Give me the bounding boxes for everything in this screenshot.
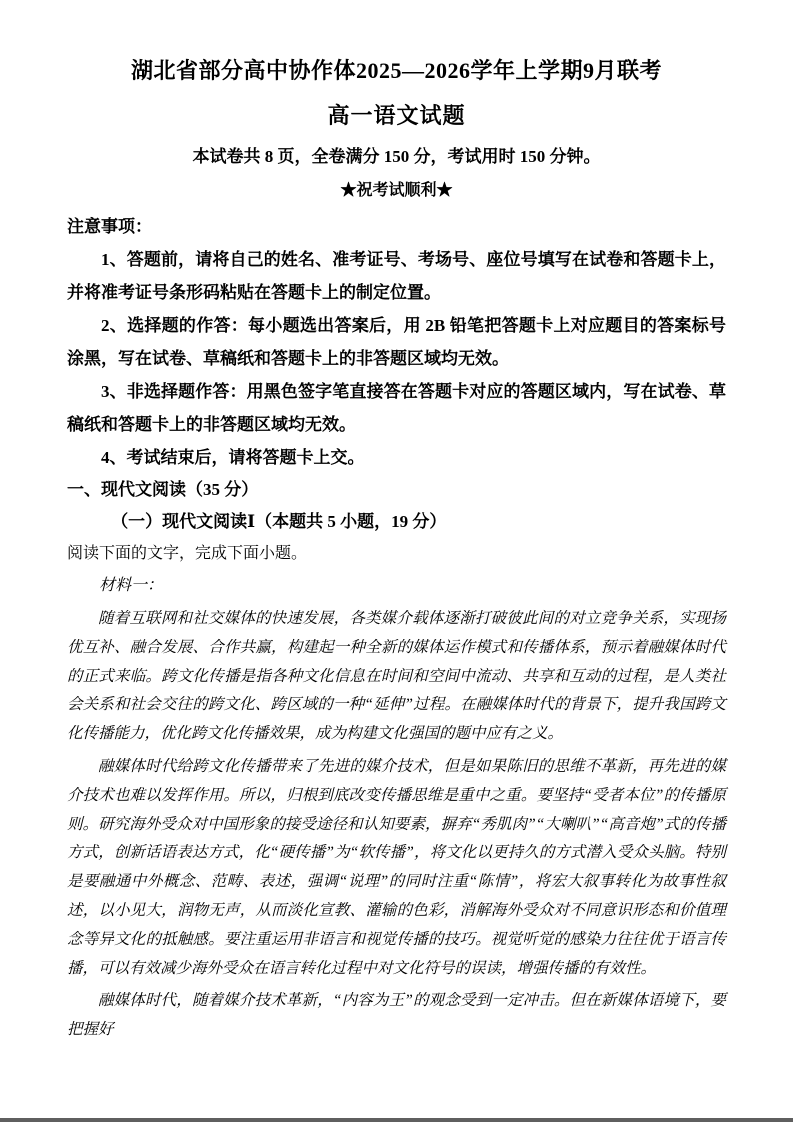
notice-item-3: 3、非选择题作答：用黑色签字笔直接答在答题卡对应的答题区域内，写在试卷、草稿纸和答题卡上的非答题区域均无效。 [67, 382, 726, 434]
material-paragraph-2: 融媒体时代给跨文化传播带来了先进的媒介技术，但是如果陈旧的思维不革新，再先进的媒介技术也难以发挥作用。所以，归根到底改变传播思维是重中之重。要坚持“受者本位”的传播原则。研究海外受众对中国形象的接受途径和认知要素，摒弃“秀肌肉”“大喇叭”“高音炮”式的传播方式，创新话语表达方式，化“硬传播”为“软传播”，将文化以更持久的方式潜入受众头脑。特别是要融通中外概念、范畴、表述，强调“说理”的同时注重“陈情”，将宏大叙事转化为故事性叙述，以小见大，润物无声，从而淡化宣教、灌输的色彩，消解海外受众对不同意识形态和价值理念等异文化的抵触感。要注重运用非语言和视觉传播的技巧。视觉听觉的感染力往往优于语言传播，可以有效减少海外受众在语言转化过程中对文化符号的误读，增强传播的有效性。 [67, 757, 726, 977]
notice-item-4: 4、考试结束后，请将答题卡上交。 [101, 448, 365, 467]
page-bottom-divider [0, 1118, 793, 1122]
material-paragraph-3: 融媒体时代，随着媒介技术革新，“内容为王”的观念受到一定冲击。但在新媒体语境下，要把握好 [67, 992, 726, 1039]
exam-subtitle: 高一语文试题 [327, 103, 466, 128]
notice-item-2: 2、选择题的作答：每小题选出答案后，用 2B 铅笔把答题卡上对应题目的答案标号涂黑，写在试卷、草稿纸和答题卡上的非答题区域均无效。 [67, 316, 726, 368]
subsection-heading-reading-1: （一）现代文阅读Ⅰ（本题共 5 小题，19 分） [111, 512, 447, 531]
material-paragraph-1: 随着互联网和社交媒体的快速发展，各类媒介载体逐渐打破彼此间的对立竞争关系，实现扬优互补、融合发展、合作共赢，构建起一种全新的媒体运作模式和传播体系，预示着融媒体时代的正式来临。跨文化传播是指各种文化信息在时间和空间中流动、共享和互动的过程，是人类社会关系和社会交往的跨文化、跨区域的一种“延伸”过程。在融媒体时代的背景下，提升我国跨文化传播能力，优化跨文化传播效果，成为构建文化强国的题中应有之义。 [67, 610, 726, 743]
notice-item-1: 1、答题前，请将自己的姓名、准考证号、考场号、座位号填写在试卷和答题卡上，并将准考证号条形码粘贴在答题卡上的制定位置。 [67, 250, 726, 302]
reading-instruction: 阅读下面的文字，完成下面小题。 [67, 545, 308, 562]
material-one-label: 材料一： [99, 577, 164, 594]
exam-info-line: 本试卷共 8 页，全卷满分 150 分，考试用时 150 分钟。 [192, 147, 601, 166]
notice-heading: 注意事项： [67, 217, 152, 236]
exam-wish-line: ★祝考试顺利★ [340, 182, 453, 199]
section-heading-modern-reading: 一、现代文阅读（35 分） [67, 480, 259, 499]
exam-title: 湖北省部分高中协作体2025—2026学年上学期9月联考 [130, 58, 662, 83]
